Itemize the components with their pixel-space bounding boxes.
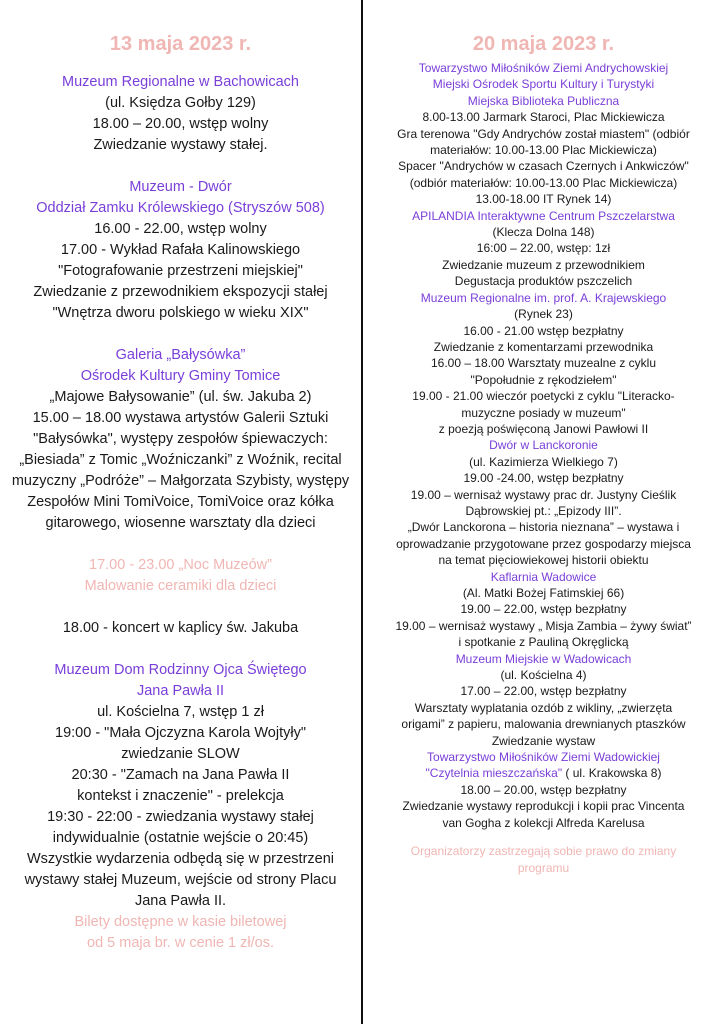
- venue-name: Galeria „Bałysówka”: [115, 347, 246, 363]
- event-text: van Gogha z kolekcji Alfreda Karelusa: [442, 815, 645, 830]
- address-part: ( ul. Krakowska 8): [562, 766, 662, 781]
- note-text: programu: [517, 860, 570, 875]
- event-text: (ul. Kazimierza Wielkiego 7): [469, 454, 618, 469]
- note-text: od 5 maja br. w cenie 1 zł/os.: [87, 935, 274, 951]
- event-text: (odbiór materiałów: 10.00-13.00 Plac Mickiewicza): [409, 175, 678, 190]
- venue-name: Ośrodek Kultury Gminy Tomice: [80, 368, 281, 384]
- event-text: Gra terenowa "Gdy Andrychów został miastem" (odbiór: [397, 126, 690, 141]
- event-text: Zwiedzanie z przewodnikiem ekspozycji stałej: [33, 284, 328, 300]
- event-text: 16:00 – 22.00, wstęp: 1zł: [476, 241, 611, 256]
- event-text: 19.00 -24.00, wstęp bezpłatny: [463, 471, 624, 486]
- event-text: 19:30 - 22:00 - zwiedzania wystawy stałej: [47, 809, 314, 825]
- event-text: materiałów: 10.00-13.00 Plac Mickiewicza): [430, 143, 657, 158]
- spacer: [0, 534, 361, 555]
- event-text: [363, 765, 724, 781]
- venue-name: Muzeum Regionalne im. prof. A. Krajewskiego: [420, 290, 667, 305]
- event-text: Zespołów Mini TomiVoice, TomiVoice oraz kółka: [27, 494, 334, 510]
- event-text: Warsztaty wyplatania ozdób z wikliny, „zwierzęta: [414, 700, 673, 715]
- event-text: 16.00 - 22.00, wstęp wolny: [94, 221, 267, 237]
- date-heading: 20 maja 2023 r.: [472, 33, 615, 55]
- event-text: (ul. Księdza Gołby 129): [105, 95, 256, 111]
- venue-name: Oddział Zamku Królewskiego (Stryszów 508): [36, 200, 325, 216]
- event-text: Zwiedzanie muzeum z przewodnikiem: [442, 257, 645, 272]
- right-column-may-20: [363, 0, 724, 876]
- venue-name: Dwór w Lanckoronie: [489, 438, 598, 453]
- event-text: Degustacja produktów pszczelich: [454, 274, 633, 289]
- venue-name: Muzeum Miejskie w Wadowicach: [455, 651, 632, 666]
- left-column-may-13: [0, 0, 361, 954]
- event-text: (ul. Kościelna 4): [500, 668, 587, 683]
- event-text: „Dwór Lanckorona – historia nieznana” – wystawa i: [407, 520, 680, 535]
- event-text: "Bałysówka", występy zespołów śpiewaczych:: [33, 431, 328, 447]
- venue-name: Muzeum Regionalne w Bachowicach: [62, 74, 299, 90]
- event-text: (Al. Matki Bożej Fatimskiej 66): [462, 586, 625, 600]
- date-heading: 13 maja 2023 r.: [109, 33, 252, 55]
- event-text: 17.00 - Wykład Rafała Kalinowskiego: [60, 242, 301, 258]
- event-text: na temat pięciowiekowej historii obiektu: [438, 553, 649, 568]
- event-text: wystawy stałej Muzeum, wejście od strony Placu: [24, 872, 337, 888]
- note-text: 17.00 - 23.00 „Noc Muzeów”: [89, 557, 272, 573]
- venue-name: Muzeum - Dwór: [129, 179, 232, 195]
- event-text: 18.00 – 20.00, wstęp bezpłatny: [460, 782, 627, 797]
- event-text: indywidualnie (ostatnie wejście o 20:45): [52, 830, 309, 846]
- event-text: muzyczne posiady w muzeum": [461, 405, 626, 420]
- venue-name: Muzeum Dom Rodzinny Ojca Świętego: [54, 662, 307, 678]
- spacer: [0, 639, 361, 660]
- venue-name: Towarzystwo Miłośników Ziemi Andrychowskiej: [418, 61, 669, 75]
- venue-name: Miejska Biblioteka Publiczna: [467, 93, 620, 108]
- left-event-list: [0, 72, 361, 954]
- event-text: 17.00 – 22.00, wstęp bezpłatny: [460, 684, 627, 699]
- note-text: Bilety dostępne w kasie biletowej: [74, 914, 287, 930]
- event-text: kontekst i znaczenie" - prelekcja: [77, 788, 284, 804]
- event-text: zwiedzanie SLOW: [121, 746, 240, 762]
- event-text: gitarowego, wiosenne warsztaty dla dzieci: [45, 515, 316, 531]
- event-text: 19.00 - 21.00 wieczór poetycki z cyklu "Literacko-: [412, 389, 675, 404]
- event-text: 13.00-18.00 IT Rynek 14): [475, 192, 612, 207]
- event-text: "Wnętrza dworu polskiego w wieku XIX": [52, 305, 309, 321]
- event-text: 15.00 – 18.00 wystawa artystów Galerii Sztuki: [32, 410, 329, 426]
- venue-name: Kaflarnia Wadowice: [490, 569, 597, 584]
- event-text: oprowadzanie przygotowane przez gospodarzy miejsca: [396, 536, 691, 551]
- event-text: origami” z papieru, malowania drewnianych ptaszków: [401, 717, 686, 732]
- event-text: Wszystkie wydarzenia odbędą się w przestrzeni: [26, 851, 335, 867]
- event-text: 8.00-13.00 Jarmark Staroci, Plac Mickiewicza: [422, 110, 665, 125]
- venue-name: Miejski Ośrodek Sportu Kultury i Turystyki: [432, 77, 655, 92]
- event-text: Zwiedzanie wystawy reprodukcji i kopii prac Vincenta: [402, 799, 685, 814]
- spacer: [363, 831, 724, 843]
- event-text: ul. Kościelna 7, wstęp 1 zł: [97, 704, 264, 720]
- event-text: „Biesiada” z Tomic „Woźniczanki” z Woźnik, recital: [19, 452, 342, 468]
- event-text: (Klecza Dolna 148): [492, 225, 595, 240]
- right-event-list: [363, 60, 724, 876]
- event-text: (Rynek 23): [514, 307, 573, 322]
- venue-name: Jana Pawła II: [136, 683, 225, 699]
- spacer: [0, 597, 361, 618]
- event-text: Zwiedzanie z komentarzami przewodnika: [433, 339, 654, 354]
- event-text: „Majowe Bałysowanie” (ul. św. Jakuba 2): [49, 389, 312, 405]
- event-text: Zwiedzanie wystawy stałej.: [93, 137, 268, 153]
- note-text: Organizatorzy zastrzegają sobie prawo do zmiany: [410, 844, 677, 859]
- spacer: [0, 324, 361, 345]
- event-text: Spacer "Andrychów w czasach Czernych i Ankwiczów": [398, 159, 689, 174]
- event-text: 19.00 – 22.00, wstęp bezpłatny: [460, 602, 627, 617]
- event-text: 18.00 - koncert w kaplicy św. Jakuba: [62, 620, 299, 636]
- event-text: i spotkanie z Pauliną Okręglicką: [458, 635, 629, 650]
- event-text: muzyczny „Podróże” – Małgorzata Szybisty, występy: [11, 473, 350, 489]
- event-text: 19.00 – wernisaż wystawy „ Misja Zambia – żywy świat”: [395, 618, 692, 633]
- event-text: Zwiedzanie wystaw: [491, 733, 596, 748]
- event-text: 19.00 – wernisaż wystawy prac dr. Justyny Cieślik: [410, 487, 677, 502]
- event-text: "Fotografowanie przestrzeni miejskiej": [58, 263, 303, 279]
- event-text: 19:00 - "Mała Ojczyzna Karola Wojtyły": [55, 725, 306, 741]
- event-text: 18.00 – 20.00, wstęp wolny: [92, 116, 269, 132]
- venue-name-part: "Czytelnia mieszczańska": [425, 766, 563, 781]
- event-text: z poezją poświęconą Janowi Pawłowi II: [438, 421, 649, 436]
- event-text: "Popołudnie z rękodziełem": [470, 372, 617, 387]
- event-text: Jana Pawła II.: [134, 893, 227, 909]
- event-text: 16.00 - 21.00 wstęp bezpłatny: [463, 323, 624, 338]
- event-text: 16.00 – 18.00 Warsztaty muzealne z cyklu: [431, 356, 656, 371]
- event-text: Dąbrowskiej pt.: „Epizody III”.: [465, 503, 622, 518]
- spacer: [0, 156, 361, 177]
- venue-name: Towarzystwo Miłośników Ziemi Wadowickiej: [427, 750, 660, 765]
- venue-name: APILANDIA Interaktywne Centrum Pszczelarstwa: [412, 208, 675, 223]
- note-text: Malowanie ceramiki dla dzieci: [84, 578, 277, 594]
- event-text: 20:30 - "Zamach na Jana Pawła II: [71, 767, 290, 783]
